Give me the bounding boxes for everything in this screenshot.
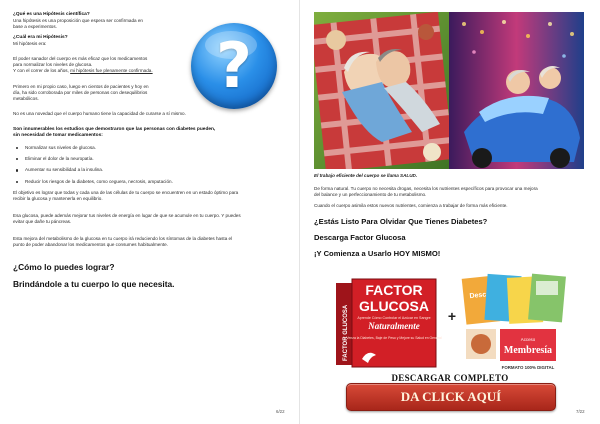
plus-sign: + [447,308,457,324]
paragraph: El objetivo es lograr que todas y cada una de las células de tu cuerpo se encuentren en un estado óptimo para recibir la glucosa y mantenerla en equilibrio. [13,189,239,201]
list-item: Reducir los riesgos de la diabetes, como ceguera, necrosis, amputación. [13,179,281,185]
download-button[interactable]: DA CLICK AQUÍ [346,383,556,411]
membership-top: Acceso [520,337,536,342]
book-naturally: Naturalmente [368,321,420,331]
page-number: 7/22 [576,409,585,414]
cta-download: Descarga Factor Glucosa [314,233,406,243]
book-title-factor: FACTOR [365,282,423,298]
book-spine-text: FACTOR GLUCOSA [343,304,349,361]
paragraph: De forma natural. Tu cuerpo no necesita drogas, necesita los nutrientes específicos para provocar una mejora del balance y un perfeccionamiento de tu metabolismo. [314,186,538,198]
right-page [300,0,600,424]
book-title-glucosa: GLUCOSA [359,298,429,314]
list-item: Aumentar su sensibilidad a la insulina. [13,167,281,173]
right-text-block [314,186,586,259]
download-title: DESCARGAR COMPLETO [391,373,509,383]
book-subtitle: Aprende Cómo Controlar el Azúcar en Sangre [357,316,431,320]
section-heading-hypothesis: ¿Qué es una Hipótesis científica? [13,12,90,17]
question-heading: ¿Cómo lo puedes lograr? [13,262,115,273]
paragraph: Esta mejora del metabolismo de la glucosa en tu cuerpo irá reduciendo los síntomas de la diabetes hasta el punto de poder abandonar los medicamentos que consumes habitualmente. [13,236,233,248]
question-mark-icon: ? [191,23,277,109]
cta-ready: ¿Estás Listo Para Olvidar Que Tienes Diabetes? [314,217,488,227]
studies-heading: Son innumerables los estudios que demostraron que las personas con diabetes pueden, sin necesidad de tomar medicamentos: [13,126,216,138]
section-text: El poder sanador del cuerpo es más eficaz que los medicamentos para normalizar los niveles de glucosa. Y con el correr de los años, mi hipótesis fue plenamente confirmada. [13,56,153,74]
photo-caption: El trabajo eficiente del cuerpo se llama SALUD. [314,173,418,178]
benefits-list [13,145,281,185]
section-heading-my-hypothesis: ¿Cuál era mi Hipótesis? [13,35,68,41]
membership-label: Membresía [503,345,553,356]
extra-book-label: Desc [469,291,487,301]
paragraph: Cuando el cuerpo asimila estos nuevos nutrientes, comienza a trabajar de forma más eficiente. [314,203,508,209]
list-item: Eliminar el dolor de la neuropatía. [13,156,281,162]
section-text: Primero en mi propio caso, luego en cientos de pacientes y hoy en día, ha sido corroborada por miles de personas con desequilibrios metabólicos. [13,83,149,101]
answer-heading: Brindándole a tu cuerpo lo que necesita. [13,279,175,290]
digital-format-label: FORMATO 100% DIGITAL [501,365,555,370]
paragraph: Esa glucosa, puede además mejorar tus niveles de energía en lugar de que se acumule en tu cuerpo. Y puedes evitar que dañe tu páncreas. [13,212,241,225]
section-text: Una hipótesis es una proposición que espera ser confirmada en base a experimentos. [13,18,143,30]
list-item: Normalizar sus niveles de glucosa. [13,145,281,151]
section-text: No es una novedad que el cuerpo humano tiene la capacidad de curarse a sí mismo. [13,110,186,116]
section-text: Mi hipótesis era: [13,41,47,47]
product-bundle-image [336,273,568,371]
cta-start: ¡Y Comienza a Usarlo HOY MISMO! [314,249,441,259]
book-blurb: Venza la Diabetes, Baje de Peso y Mejore su Salud en General [346,336,442,340]
couple-picnic-photo [314,12,584,169]
page-number: 6/22 [276,409,285,414]
